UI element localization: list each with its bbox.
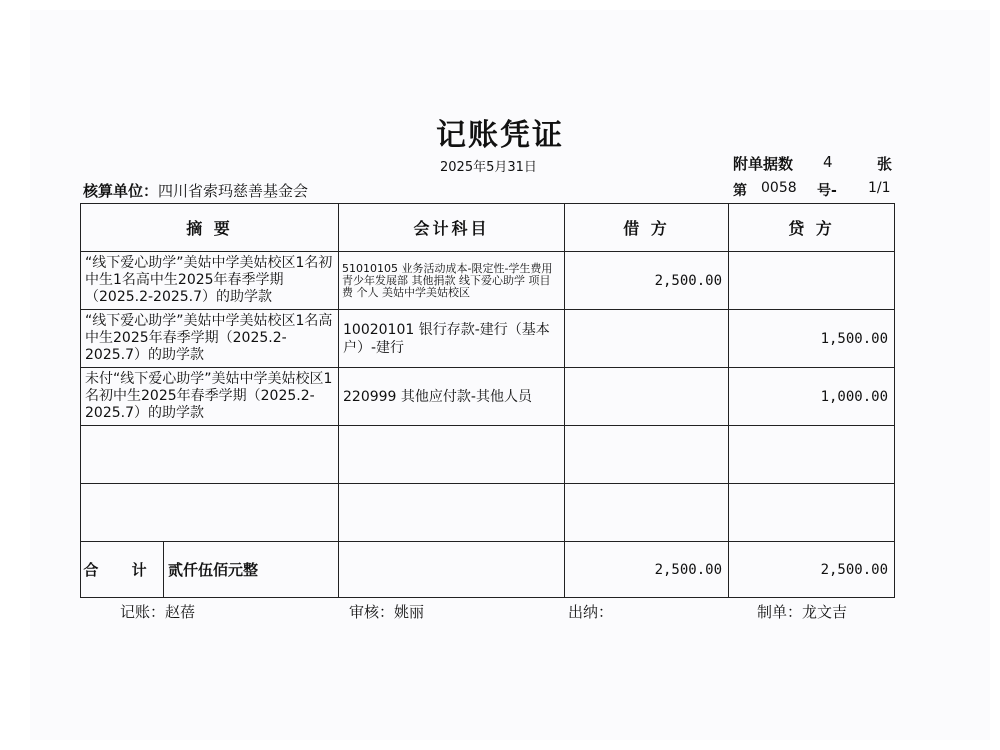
reviewer-name: 姚丽 bbox=[394, 603, 425, 621]
row-summary: “线下爱心助学”美姑中学美姑校区1名初中生1名高中生2025年春季学期（2025.2-2025.7）的助学款 bbox=[81, 252, 339, 310]
number-suffix: 号- bbox=[817, 183, 837, 199]
bookkeeper-label: 记账： bbox=[120, 603, 166, 621]
row-debit bbox=[565, 368, 729, 426]
page-number: 1/1 bbox=[868, 180, 891, 196]
attachments-count: 4 bbox=[823, 153, 833, 171]
voucher-number: 0058 bbox=[761, 180, 797, 196]
attachments-unit: 张 bbox=[877, 155, 893, 173]
bookkeeper-name: 赵蓓 bbox=[165, 603, 196, 621]
reviewer-signature bbox=[349, 601, 424, 622]
row-debit: 2,500.00 bbox=[565, 252, 729, 310]
ledger-table bbox=[80, 203, 895, 598]
attachments-info bbox=[733, 153, 893, 174]
maker-name: 龙文吉 bbox=[802, 603, 848, 621]
total-account-empty bbox=[339, 542, 565, 598]
table-row bbox=[81, 310, 895, 368]
maker-signature bbox=[757, 601, 847, 622]
row-credit bbox=[729, 252, 895, 310]
org-label: 核算单位： bbox=[83, 182, 159, 200]
org-name: 四川省索玛慈善基金会 bbox=[158, 182, 309, 200]
attachments-label: 附单据数 bbox=[733, 155, 794, 173]
header-credit: 贷 方 bbox=[729, 204, 895, 252]
table-header-row bbox=[81, 204, 895, 252]
total-row bbox=[81, 542, 895, 598]
bookkeeper-signature bbox=[120, 601, 195, 622]
header-summary: 摘 要 bbox=[81, 204, 339, 252]
header-account: 会计科目 bbox=[339, 204, 565, 252]
total-label: 合 计 bbox=[81, 542, 164, 597]
total-words: 贰仟伍佰元整 bbox=[168, 561, 259, 579]
org-line bbox=[83, 180, 308, 201]
row-summary: 未付“线下爱心助学”美姑中学美姑校区1名初中生2025年春季学期（2025.2-2025.7）的助学款 bbox=[81, 368, 339, 426]
row-account: 220999 其他应付款-其他人员 bbox=[339, 368, 565, 426]
header-debit: 借 方 bbox=[565, 204, 729, 252]
empty-row bbox=[81, 484, 895, 542]
voucher-title: 记账凭证 bbox=[436, 118, 564, 153]
row-account: 51010105 业务活动成本-限定性-学生费用 青少年发展部 其他捐款 线下爱心助学 项目费 个人 美姑中学美姑校区 bbox=[339, 252, 565, 310]
voucher-date: 2025年5月31日 bbox=[440, 160, 537, 175]
row-summary: “线下爱心助学”美姑中学美姑校区1名高中生2025年春季学期（2025.2-2025.7）的助学款 bbox=[81, 310, 339, 368]
row-credit: 1,500.00 bbox=[729, 310, 895, 368]
reviewer-label: 审核： bbox=[349, 603, 395, 621]
table-row bbox=[81, 252, 895, 310]
row-credit: 1,000.00 bbox=[729, 368, 895, 426]
empty-row bbox=[81, 426, 895, 484]
total-credit: 2,500.00 bbox=[729, 542, 895, 598]
total-label-cell bbox=[81, 542, 339, 598]
total-debit: 2,500.00 bbox=[565, 542, 729, 598]
cashier-label: 出纳： bbox=[568, 603, 614, 621]
row-account: 10020101 银行存款-建行（基本户）-建行 bbox=[339, 310, 565, 368]
table-row bbox=[81, 368, 895, 426]
row-debit bbox=[565, 310, 729, 368]
maker-label: 制单： bbox=[757, 603, 803, 621]
number-prefix: 第 bbox=[733, 183, 747, 199]
cashier-signature bbox=[568, 601, 613, 622]
